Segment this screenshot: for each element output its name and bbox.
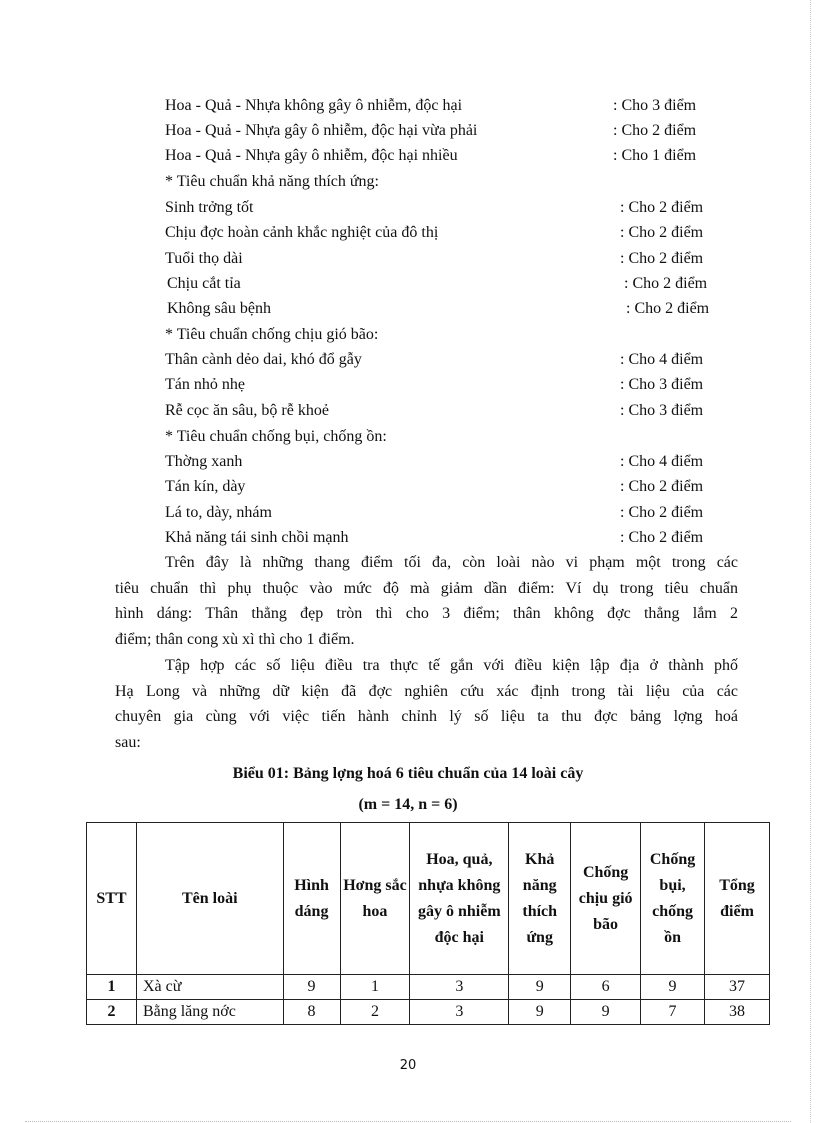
criterion-label: Tuổi thọ dài [165,250,243,267]
criterion-label: Chịu cắt tỉa [167,275,241,292]
criterion-label: Hoa - Quả - Nhựa không gây ô nhiễm, độc hại [165,97,463,114]
table-cell: 2 [340,1000,410,1025]
table-cell: 6 [571,975,641,1000]
table-cell: 9 [571,1000,641,1025]
paragraph-line: sau: [115,734,141,752]
table-header-row [87,823,770,975]
table-cell: 1 [340,975,410,1000]
criterion-score: : Cho 2 điểm [620,199,704,216]
criterion-label: Sinh trởng tốt [165,199,254,216]
page-side-rule [810,0,811,1123]
table-cell: 38 [705,1000,770,1025]
column-header: Chống chịu gió bão [571,823,641,975]
criterion-label: Chịu đợc hoàn cảnh khắc nghiệt của đô thị [165,224,439,241]
criterion-score: : Cho 2 điểm [624,275,708,292]
table-cell: 1 [87,975,137,1000]
paragraph-line: hình dáng: Thân thẳng đẹp tròn thì cho 3 điểm; thân không đợc thẳng lắm 2 [115,605,738,623]
table-cell: 9 [509,975,571,1000]
column-header: Tên loài [136,823,283,975]
table-cell: Xà cừ [136,975,283,1000]
criterion-score: : Cho 2 điểm [620,504,704,521]
criterion-score: : Cho 3 điểm [620,376,704,393]
criterion-label: Lá to, dày, nhám [165,504,272,521]
criterion-label: Tán nhỏ nhẹ [165,376,245,393]
column-header: Hoa, quả, nhựa không gây ô nhiễm độc hại [410,823,509,975]
criterion-score: : Cho 2 điểm [620,224,704,241]
column-header: Chống bụi, chống ồn [641,823,705,975]
column-header: Hơng sắc hoa [340,823,410,975]
section-heading: * Tiêu chuẩn chống chịu gió bão: [165,326,379,343]
table-cell: 37 [705,975,770,1000]
criterion-score: : Cho 2 điểm [620,250,704,267]
paragraph-line: tiêu chuẩn thì phụ thuộc vào mức độ mà giảm dần điểm: Ví dụ trong tiêu chuẩn [115,579,738,597]
criterion-label: Không sâu bệnh [167,300,271,317]
column-header: Hình dáng [283,823,340,975]
criterion-score: : Cho 1 điểm [613,147,697,164]
paragraph-line: điểm; thân cong xù xì thì cho 1 điểm. [115,631,355,649]
criterion-label: Tán kín, dày [165,478,246,495]
body-paragraph [115,653,738,756]
criterion-label: Khả năng tái sinh chồi mạnh [165,529,349,546]
table-row [87,975,770,1000]
data-table [86,822,770,1025]
table-cell: Bằng lăng nớc [136,1000,283,1025]
section-heading: * Tiêu chuẩn chống bụi, chống ồn: [165,428,387,445]
table-cell: 8 [283,1000,340,1025]
table-cell: 3 [410,1000,509,1025]
criterion-label: Thân cành dẻo dai, khó đổ gẫy [165,351,362,368]
section-heading: * Tiêu chuẩn khả năng thích ứng: [165,173,379,190]
table-cell: 9 [283,975,340,1000]
paragraph-line: Tập hợp các số liệu điều tra thực tế gắn với điều kiện lập địa ở thành phố [165,657,738,674]
body-paragraph [115,550,738,653]
criterion-label: Thờng xanh [165,453,243,470]
table-cell: 3 [410,975,509,1000]
criterion-label: Rễ cọc ăn sâu, bộ rễ khoẻ [165,402,329,419]
criterion-score: : Cho 2 điểm [613,122,697,139]
criterion-score: : Cho 4 điểm [620,351,704,368]
criterion-score: : Cho 3 điểm [620,402,704,419]
paragraph-line: Hạ Long và những dữ kiện đã đợc nghiên cứu xác định trong tài liệu của các [115,682,738,700]
table-caption: Biểu 01: Bảng lợng hoá 6 tiêu chuẩn của 14 loài cây [232,765,584,782]
criterion-label: Hoa - Quả - Nhựa gây ô nhiễm, độc hại vừa phải [165,122,478,139]
table-cell: 2 [87,1000,137,1025]
criterion-score: : Cho 3 điểm [613,97,697,114]
column-header: STT [87,823,137,975]
criterion-score: : Cho 2 điểm [626,300,710,317]
column-header: Tổng điểm [705,823,770,975]
table-subcaption: (m = 14, n = 6) [358,796,458,813]
table-cell: 9 [641,975,705,1000]
page-number: 20 [399,1058,417,1073]
criterion-label: Hoa - Quả - Nhựa gây ô nhiễm, độc hại nhiều [165,147,458,164]
table-row [87,1000,770,1025]
paragraph-line: chuyên gia cùng với việc tiến hành chỉnh lý số liệu ta thu đợc bảng lợng hoá [115,708,738,726]
page-bottom-rule [25,1121,791,1122]
table-cell: 9 [509,1000,571,1025]
criterion-score: : Cho 4 điểm [620,453,704,470]
column-header: Khả năng thích ứng [509,823,571,975]
paragraph-line: Trên đây là những thang điểm tối đa, còn loài nào vi phạm một trong các [165,554,738,571]
table-cell: 7 [641,1000,705,1025]
criterion-score: : Cho 2 điểm [620,529,704,546]
criterion-score: : Cho 2 điểm [620,478,704,495]
